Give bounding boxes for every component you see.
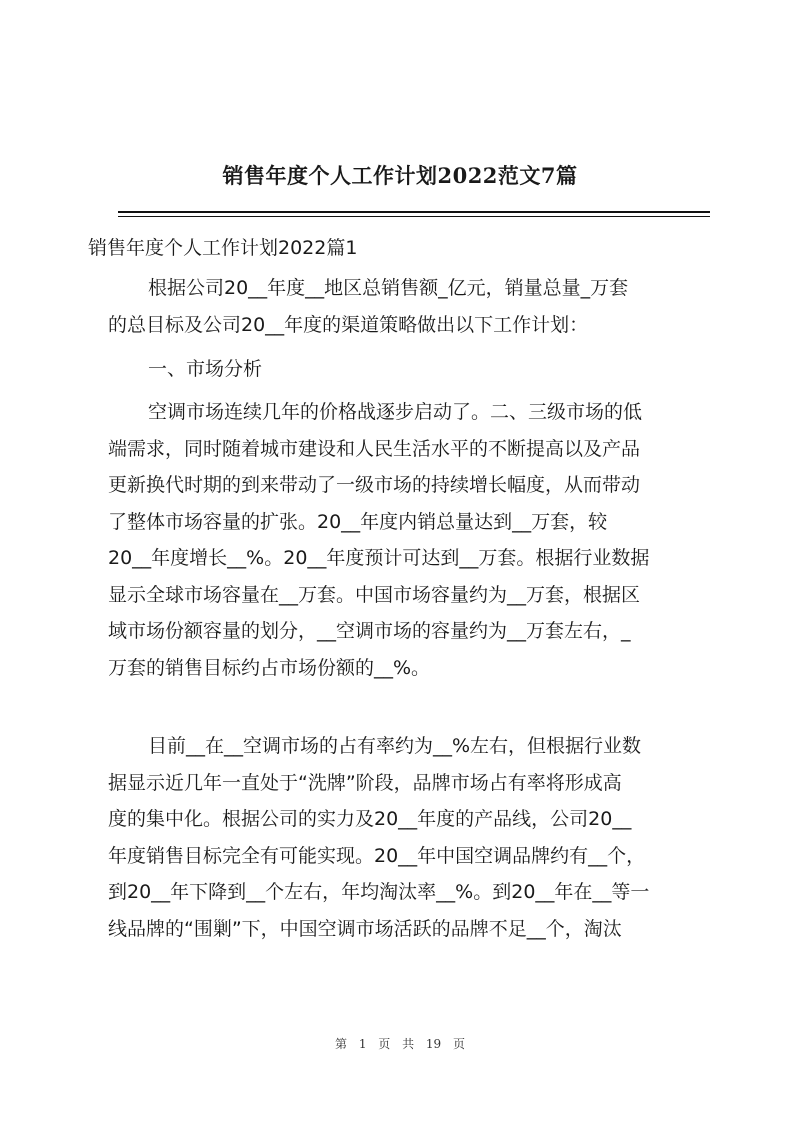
text-line: 目前__在__空调市场的占有率约为__%左右，但根据行业数 [148,735,642,757]
text-line: 据显示近几年一直处于“洗牌”阶段，品牌市场占有率将形成高 [108,771,622,794]
text-line: 一、市场分析 [148,358,263,380]
text-line: 根据公司20__年度__地区总销售额_亿元，销量总量_万套 [148,277,629,299]
text-line: 线品牌的“围剿”下，中国空调市场活跃的品牌不足__个，淘汰 [108,917,622,940]
text-line: 的总目标及公司20__年度的渠道策略做出以下工作计划： [108,313,589,336]
text-line: 万套的销售目标约占市场份额的__%。 [108,656,431,679]
text-line: 显示全球市场容量在__万套。中国市场容量约为__万套，根据区 [108,583,641,606]
text-line: 了整体市场容量的扩张。20__年度内销总量达到__万套，较 [108,510,608,533]
text-line: 20__年度增长__%。20__年度预计可达到__万套。根据行业数据 [108,547,650,569]
body-paragraph-3 [108,728,704,947]
text-line: 域市场份额容量的划分，__空调市场的容量约为__万套左右，_ [108,620,631,642]
text-line: 到20__年下降到__个左右，年均淘汰率__%。到20__年在__等一 [108,881,650,903]
text-line: 更新换代时期的到来带动了一级市场的持续增长幅度，从而带动 [108,474,641,496]
document-title: 销售年度个人工作计划2022范文7篇 [222,163,578,188]
text-line: 空调市场连续几年的价格战逐步启动了。二、三级市场的低 [148,401,643,423]
text-line: 端需求，同时随着城市建设和人民生活水平的不断提高以及产品 [108,437,641,460]
text-line: 度的集中化。根据公司的实力及20__年度的产品线，公司20__ [108,808,632,830]
page-footer: 第 1 页 共 19 页 [335,1037,465,1051]
title-divider [118,211,710,213]
body-paragraph-1 [108,270,704,343]
subheading-market-analysis [108,351,704,388]
section-heading: 销售年度个人工作计划2022篇1 [88,237,358,259]
title-divider-thin [118,216,710,217]
body-paragraph-2 [108,394,704,686]
text-line: 年度销售目标完全有可能实现。20__年中国空调品牌约有__个， [108,844,646,867]
